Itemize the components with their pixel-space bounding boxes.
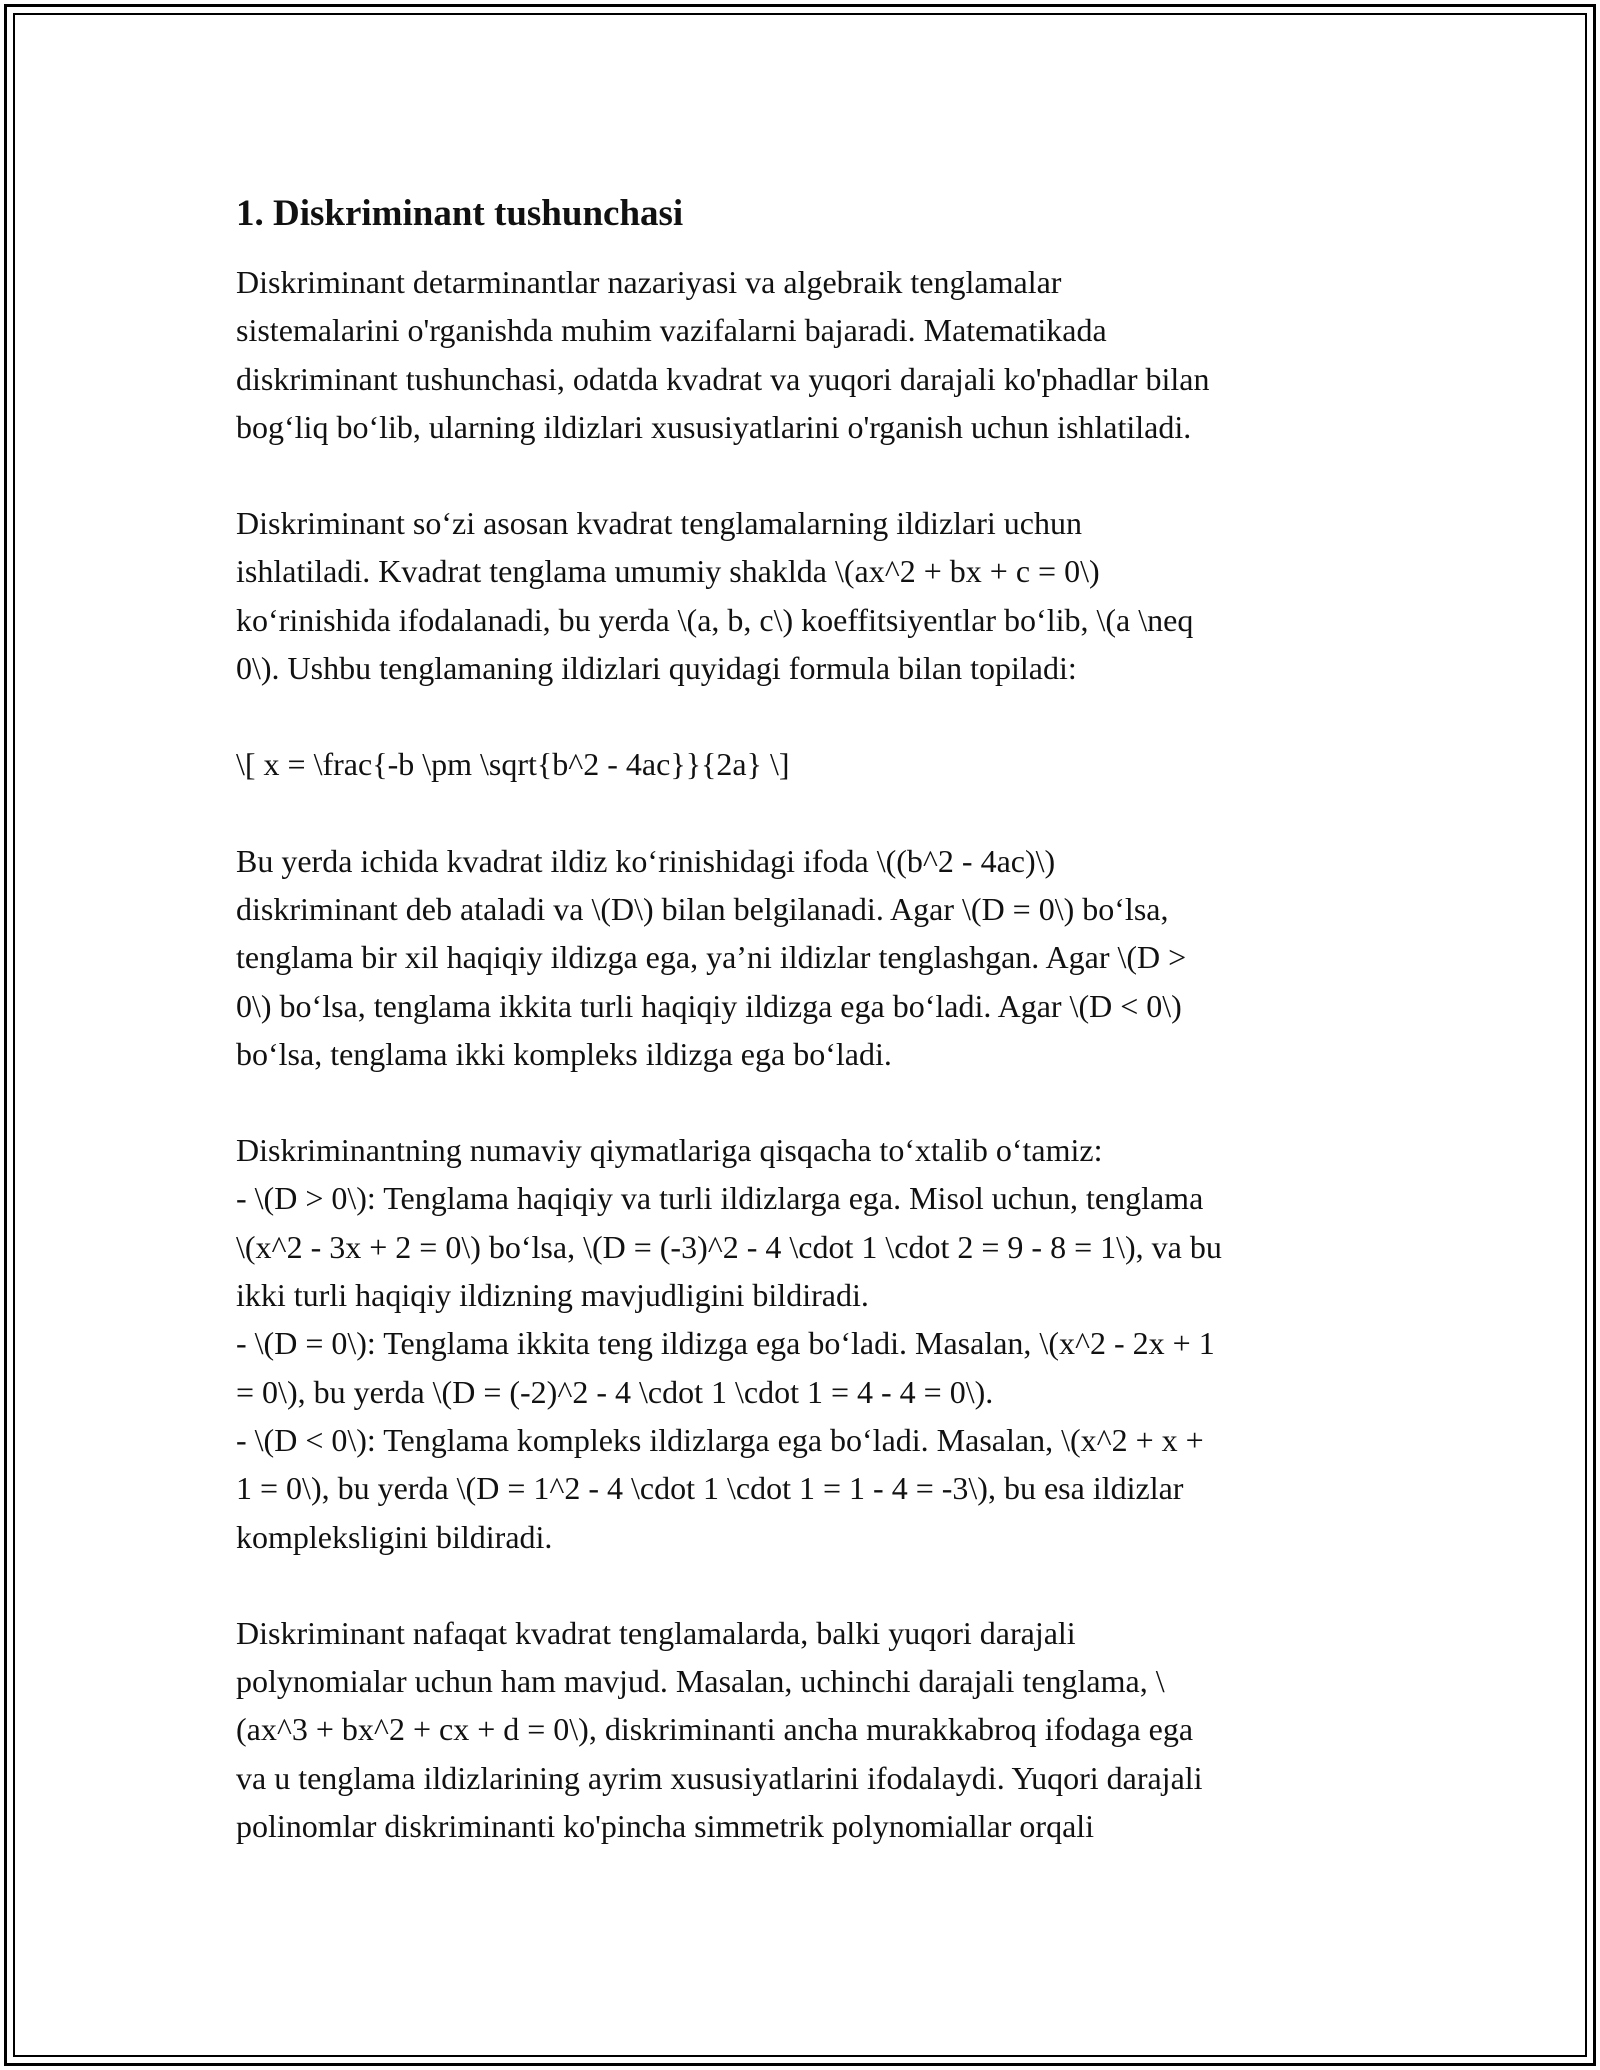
text-line: ishlatiladi. Kvadrat tenglama umumiy shaklda \(ax^2 + bx + c = 0\) <box>236 553 1100 590</box>
text-line: bo‘lsa, tenglama ikki kompleks ildizga ega bo‘ladi. <box>236 1035 892 1072</box>
text-line: = 0\), bu yerda \(D = (-2)^2 - 4 \cdot 1 \cdot 1 = 4 - 4 = 0\). <box>236 1373 994 1410</box>
text-line: Diskriminant so‘zi asosan kvadrat tenglamalarning ildizlari uchun <box>236 505 1082 542</box>
text-line: \(x^2 - 3x + 2 = 0\) bo‘lsa, \(D = (-3)^2 - 4 \cdot 1 \cdot 2 = 9 - 8 = 1\), va bu <box>236 1228 1222 1265</box>
text-line: bog‘liq bo‘lib, ularning ildizlari xususiyatlarini o'rganish uchun ishlatiladi. <box>236 408 1192 445</box>
text-line: Diskriminantning numaviy qiymatlariga qisqacha to‘xtalib o‘tamiz: <box>236 1132 1103 1169</box>
text-line: tenglama bir xil haqiqiy ildizga ega, ya’ni ildizlar tenglashgan. Agar \(D > <box>236 939 1187 976</box>
text-line: - \(D > 0\): Tenglama haqiqiy va turli ildizlarga ega. Misol uchun, tenglama <box>236 1180 1204 1217</box>
text-line: polinomlar diskriminanti ko'pincha simmetrik polynomiallar orqali <box>236 1808 1095 1845</box>
text-line: - \(D < 0\): Tenglama kompleks ildizlarga ega bo‘ladi. Masalan, \(x^2 + x + <box>236 1421 1204 1458</box>
text-line: diskriminant tushunchasi, odatda kvadrat va yuqori darajali ko'phadlar bilan <box>236 360 1210 397</box>
text-line: - \(D = 0\): Tenglama ikkita teng ildizga ega bo‘ladi. Masalan, \(x^2 - 2x + 1 <box>236 1325 1215 1362</box>
paragraph <box>236 499 1371 692</box>
text-line: va u tenglama ildizlarining ayrim xususiyatlarini ifodalaydi. Yuqori darajali <box>236 1759 1203 1796</box>
text-line: ko‘rinishida ifodalanadi, bu yerda \(a, b, c\) koeffitsiyentlar bo‘lib, \(a \neq <box>236 601 1194 638</box>
paragraph <box>236 258 1371 451</box>
text-line: sistemalarini o'rganishda muhim vazifalarni bajaradi. Matematikada <box>236 312 1107 349</box>
text-line: Diskriminant detarminantlar nazariyasi va algebraik tenglamalar <box>236 264 1062 300</box>
section-heading: 1. Diskriminant tushunchasi <box>236 193 684 234</box>
document-body <box>236 192 1371 1898</box>
paragraph <box>236 1126 1371 1561</box>
text-line: 0\). Ushbu tenglamaning ildizlari quyidagi formula bilan topiladi: <box>236 650 1077 687</box>
paragraph <box>236 837 1371 1078</box>
paragraph <box>236 740 1371 788</box>
text-line: polynomialar uchun ham mavjud. Masalan, uchinchi darajali tenglama, \ <box>236 1663 1165 1700</box>
paragraph <box>236 1609 1371 1850</box>
text-line: \[ x = \frac{-b \pm \sqrt{b^2 - 4ac}}{2a} \] <box>236 746 790 783</box>
text-line: Diskriminant nafaqat kvadrat tenglamalarda, balki yuqori darajali <box>236 1614 1076 1651</box>
text-line: 1 = 0\), bu yerda \(D = 1^2 - 4 \cdot 1 \cdot 1 = 1 - 4 = -3\), bu esa ildizlar <box>236 1470 1184 1507</box>
paragraph-list <box>236 258 1371 1850</box>
text-line: ikki turli haqiqiy ildizning mavjudligini bildiradi. <box>236 1277 869 1314</box>
text-line: (ax^3 + bx^2 + cx + d = 0\), diskriminanti ancha murakkabroq ifodaga ega <box>236 1711 1194 1748</box>
text-line: diskriminant deb ataladi va \(D\) bilan belgilanadi. Agar \(D = 0\) bo‘lsa, <box>236 890 1169 927</box>
text-line: Bu yerda ichida kvadrat ildiz ko‘rinishidagi ifoda \((b^2 - 4ac)\) <box>236 842 1056 879</box>
text-line: 0\) bo‘lsa, tenglama ikkita turli haqiqiy ildizga ega bo‘ladi. Agar \(D < 0\) <box>236 987 1182 1024</box>
text-line: kompleksligini bildiradi. <box>236 1518 553 1555</box>
